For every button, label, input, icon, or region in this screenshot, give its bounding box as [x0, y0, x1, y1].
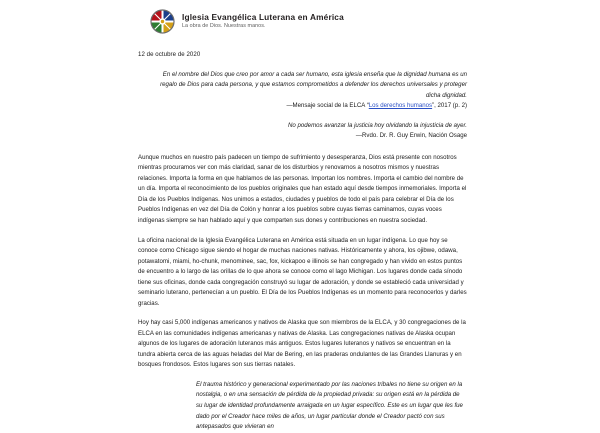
letter-body [0, 51, 600, 433]
attribution-prefix: —Mensaje social de la ELCA “ [286, 102, 369, 110]
body-paragraph: La oficina nacional de la Iglesia Evangélica Luterana en América está situada en un lugar indígena. Lo que hoy se conoce como Chicago sigue siendo el hogar de muchas naciones nativas. Históricamente y ahora, los ojibwe, odawa, potawatomi, miami, ho-chunk, menominee, sac, fox, kickapoo e illinois se han congregado y han vivido en estos puntos de encuentro a lo largo de las orillas de lo que ahora se conoce como el lago Michigan. Los lugares donde cada sínodo tiene sus oficinas, donde cada congregación construyó su lugar de adoración, y donde se estableció cada universidad y seminario luterano, pertenecían a un pueblo. El Día de los Pueblos Indígenas es un momento para reconocerlos y darles gracias. [138, 236, 467, 307]
epigraph-attribution-1 [138, 101, 467, 111]
epigraph-quote-1: En el nombre del Dios que creo por amor a cada ser humano, esta iglesia enseña que la dignidad humana es un regalo de Dios para cada persona, y que estamos comprometidos a defender los derechos universales y proteger dicha dignidad. [160, 71, 467, 99]
social-message-link[interactable]: Los derechos humanos [368, 102, 433, 110]
attribution-suffix: ”, 2017 (p. 2) [432, 102, 467, 110]
letterhead [0, 0, 600, 34]
indented-blockquote: El trauma histórico y generacional experimentado por las naciones tribales no tiene su origen en la nostalgia, o en una sensación de pérdida de la propiedad privada: su origen está en la pérdida de su lugar de identidad profundamente arraigada en un lugar específico. Este es un lugar que les fue dado por el Creador hace miles de años, un lugar particular donde el Creador pactó con sus antepasados que vivieran en [196, 380, 463, 431]
organization-tagline: La obra de Dios. Nuestras manos. [182, 23, 266, 30]
brand-text [182, 13, 344, 29]
body-paragraph: Aunque muchos en nuestro país padecen un tiempo de sufrimiento y desesperanza, Dios está presente con nosotros mientras procuramos ver con más claridad, sanar de los disturbios y renovarnos a nosotros mismos y nuestras relaciones. Importa la forma en que hablamos de las personas. Importan los nombres. Importa el cambio del nombre de un día. Importa el reconocimiento de los pueblos originales que han estado aquí desde tiempos inmemoriales. Importa el Día de los Pueblos Indígenas. Nos unimos a estados, ciudades y pueblos de todo el país para celebrar el Día de los Pueblos Indígenas en vez del Día de Colón y honrar a los pueblos sobre cuyas tierras caminamos, cuyas voces indígenas siempre se han hablado aquí y que comparten sus dones y contribuciones en nuestra sociedad. [138, 153, 467, 224]
organization-title: Iglesia Evangélica Luterana en América [182, 12, 344, 23]
epigraph-attribution-2: —Rvdo. Dr. R. Guy Erwin, Nación Osage [355, 132, 467, 140]
body-paragraph: Hoy hay casi 5,000 indígenas americanos y nativos de Alaska que son miembros de la ELCA, y 30 congregaciones de la ELCA en las comunidades indígenas americanas y nativas de Alaska. Las congregaciones nativas de Alaska ocupan algunos de los lugares de adoración luteranos más antiguos. Estos lugares luteranos y nativos se encuentran en la tundra abierta cerca de las aguas heladas del Mar de Bering, en las praderas ondulantes de las Grandes Llanuras y en bosques frondosos. Estos lugares son sus tierras natales. [138, 319, 466, 369]
epigraph-quote-2: No podemos avanzar la justicia hoy olvidando la injusticia de ayer. [288, 121, 467, 129]
elca-cross-globe-logo [150, 9, 175, 34]
letter-date: 12 de octubre de 2020 [138, 51, 201, 58]
